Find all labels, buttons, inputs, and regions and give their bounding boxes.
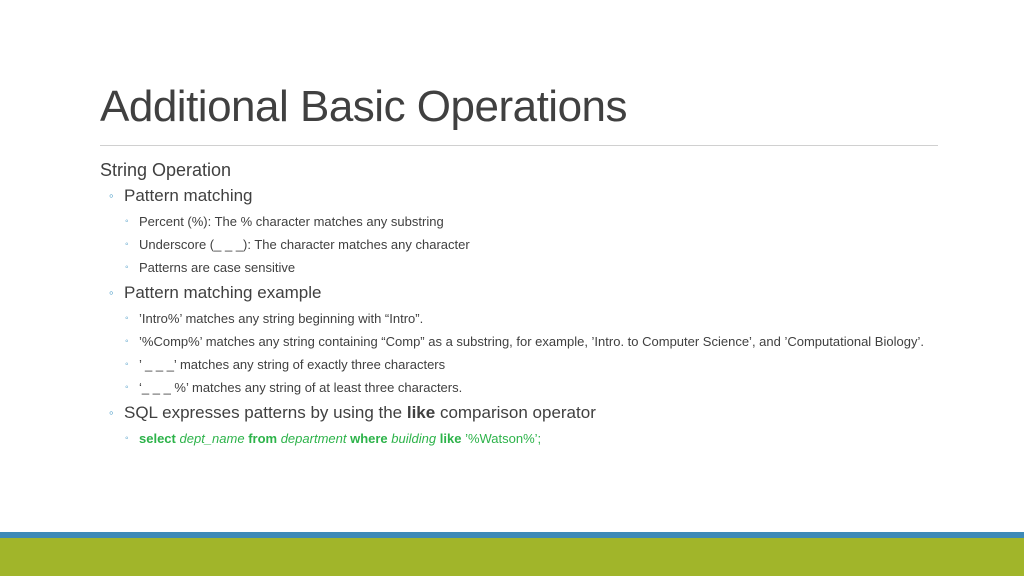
bullet-label: Pattern matching [124,186,253,205]
bullet-icon: ◦ [109,285,114,300]
sub-bullet-text: ’ _ _ _’ matches any string of exactly three characters [139,357,446,372]
bullet-label-post: comparison operator [435,403,596,422]
sub-bullet [100,310,930,327]
sub-bullet [100,213,930,230]
bullet-icon: ◦ [125,382,129,393]
bullet-icon: ◦ [125,216,129,227]
bullet-sql-like [100,402,930,424]
sub-bullet-text: Percent (%): The % character matches any substring [139,214,444,229]
sub-bullet [100,379,930,396]
sub-bullet-text: ‘_ _ _ %’ matches any string of at least three characters. [139,380,463,395]
bullet-pattern-matching [100,185,930,207]
bullet-icon: ◦ [125,433,129,444]
sql-keyword-select: select [139,431,176,446]
bullet-icon: ◦ [125,359,129,370]
sub-bullet-text: ’Intro%’ matches any string beginning with “Intro”. [139,311,424,326]
bullet-label-pre: SQL expresses patterns by using the [124,403,407,422]
bullet-label: Pattern matching example [124,283,322,302]
sub-bullet [100,356,930,373]
sql-column: dept_name [179,431,245,446]
sql-keyword-like: like [439,431,462,446]
bullet-icon: ◦ [125,239,129,250]
heading-string-operation: String Operation [100,160,232,180]
bullet-icon: ◦ [125,313,129,324]
sub-bullet [100,236,930,253]
slide-content [100,158,930,447]
bullet-icon: ◦ [125,262,129,273]
sql-table: department [280,431,347,446]
bullet-icon: ◦ [109,188,114,203]
bullet-icon: ◦ [109,405,114,420]
bullet-label-like: like [406,403,436,422]
sql-pattern: ’%Watson%’; [465,431,542,446]
sql-query-line [100,430,930,447]
sub-bullet [100,333,930,350]
sql-attribute: building [391,431,437,446]
sub-bullet-text: Patterns are case sensitive [139,260,296,275]
sub-bullet [100,259,930,276]
bullet-icon: ◦ [125,336,129,347]
title-divider [100,145,938,146]
sql-keyword-from: from [248,431,278,446]
sub-bullet-text: Underscore (_ _ _): The character matches any character [139,237,470,252]
sql-keyword-where: where [350,431,388,446]
bullet-pattern-matching-example [100,282,930,304]
slide-title: Additional Basic Operations [100,82,628,131]
sub-bullet-text: ’%Comp%’ matches any string containing “Comp” as a substring, for example, ’Intro. to Computer Science’, and ’Computational Biology’. [139,334,924,349]
footer-band-green [0,538,1024,576]
